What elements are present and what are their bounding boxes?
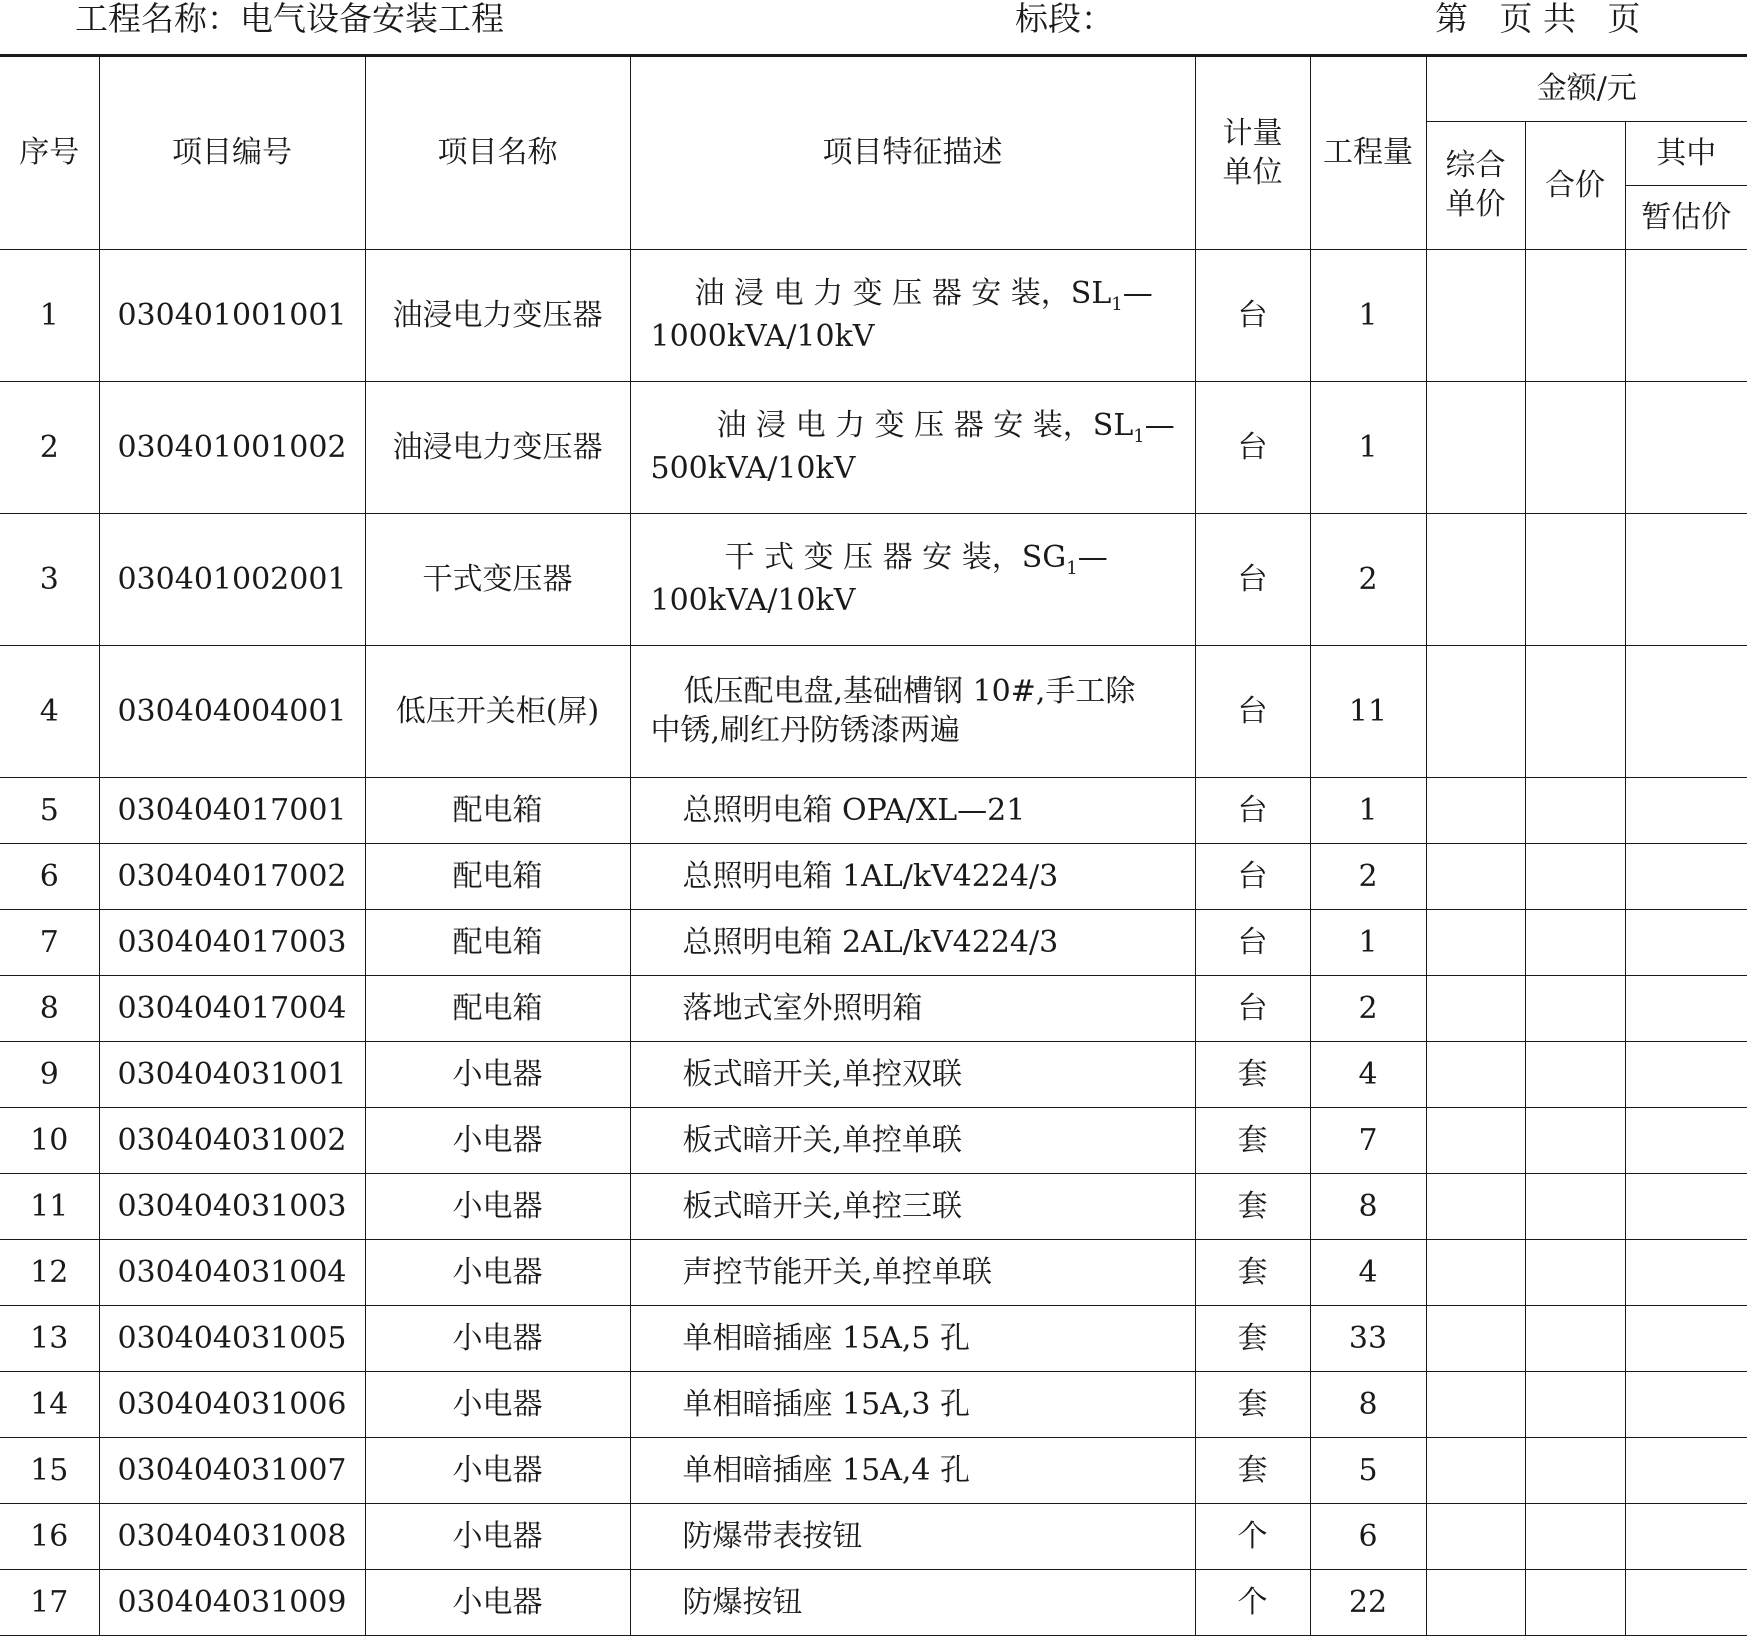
cell-seq: 8 (0, 975, 99, 1041)
cell-desc-line1 (651, 538, 1177, 580)
cell-total (1525, 1371, 1625, 1437)
cell-seq: 16 (0, 1503, 99, 1569)
cell-qty: 8 (1310, 1371, 1426, 1437)
cell-desc (630, 381, 1195, 513)
cell-name: 小电器 (365, 1437, 630, 1503)
cell-qty: 5 (1310, 1437, 1426, 1503)
cell-unit: 台 (1195, 777, 1310, 843)
col-header-code: 项目编号 (99, 57, 365, 249)
cell-unit: 台 (1195, 513, 1310, 645)
cell-desc: 总照明电箱 OPA/XL—21 (630, 777, 1195, 843)
cell-name: 油浸电力变压器 (365, 381, 630, 513)
col-header-desc: 项目特征描述 (630, 57, 1195, 249)
table-row (0, 1107, 1747, 1173)
cell-unit-price (1426, 909, 1525, 975)
cell-total (1525, 513, 1625, 645)
cell-unit: 套 (1195, 1173, 1310, 1239)
cell-total (1525, 249, 1625, 381)
cell-desc (630, 249, 1195, 381)
cell-total (1525, 777, 1625, 843)
cell-seq: 6 (0, 843, 99, 909)
cell-unit: 套 (1195, 1107, 1310, 1173)
cell-code: 030404031006 (99, 1371, 365, 1437)
cell-code: 030404031009 (99, 1569, 365, 1635)
table-row (0, 1503, 1747, 1569)
cell-seq: 1 (0, 249, 99, 381)
cell-unit-price (1426, 843, 1525, 909)
cell-desc-line2: 500kVA/10kV (650, 450, 856, 486)
cell-provisional (1625, 249, 1747, 381)
cell-desc: 板式暗开关,单控单联 (630, 1107, 1195, 1173)
desc-dash: — (1144, 408, 1175, 444)
cell-desc: 单相暗插座 15A,3 孔 (630, 1371, 1195, 1437)
cell-qty: 1 (1310, 909, 1426, 975)
cell-unit: 套 (1195, 1305, 1310, 1371)
cell-desc-line2: 1000kVA/10kV (650, 318, 875, 354)
cell-seq: 13 (0, 1305, 99, 1371)
table-row (0, 381, 1747, 513)
cell-name: 配电箱 (365, 843, 630, 909)
cell-code: 030401001002 (99, 381, 365, 513)
cell-name: 小电器 (365, 1107, 630, 1173)
col-header-qty: 工程量 (1310, 57, 1426, 249)
cell-desc: 板式暗开关,单控双联 (630, 1041, 1195, 1107)
cell-unit-price (1426, 1041, 1525, 1107)
cell-desc: 落地式室外照明箱 (630, 975, 1195, 1041)
cell-desc-line1 (651, 406, 1177, 448)
cell-provisional (1625, 909, 1747, 975)
cell-unit-price (1426, 1437, 1525, 1503)
cell-qty: 7 (1310, 1107, 1426, 1173)
cell-unit: 台 (1195, 909, 1310, 975)
cell-seq: 12 (0, 1239, 99, 1305)
cell-code: 030404031001 (99, 1041, 365, 1107)
cell-desc: 防爆带表按钮 (630, 1503, 1195, 1569)
cell-total (1525, 645, 1625, 777)
cell-qty: 11 (1310, 645, 1426, 777)
cell-unit: 台 (1195, 975, 1310, 1041)
cell-name: 低压开关柜(屏) (365, 645, 630, 777)
table-row (0, 1371, 1747, 1437)
cell-qty: 22 (1310, 1569, 1426, 1635)
cell-total (1525, 1107, 1625, 1173)
table-row (0, 513, 1747, 645)
cell-code: 030401001001 (99, 249, 365, 381)
cell-desc (630, 513, 1195, 645)
cell-provisional (1625, 1305, 1747, 1371)
cell-name: 干式变压器 (365, 513, 630, 645)
cell-desc-line1: 低压配电盘,基础槽钢 10#,手工除 (683, 674, 1136, 709)
cell-total (1525, 1239, 1625, 1305)
cell-name: 小电器 (365, 1173, 630, 1239)
cell-seq: 5 (0, 777, 99, 843)
cell-provisional (1625, 381, 1747, 513)
cell-unit-price (1426, 777, 1525, 843)
cell-code: 030404031003 (99, 1173, 365, 1239)
cell-qty: 4 (1310, 1239, 1426, 1305)
desc-subscript: 1 (1111, 294, 1123, 316)
cell-desc: 板式暗开关,单控三联 (630, 1173, 1195, 1239)
cell-unit: 台 (1195, 843, 1310, 909)
cell-name: 配电箱 (365, 777, 630, 843)
cell-provisional (1625, 1107, 1747, 1173)
cell-total (1525, 1569, 1625, 1635)
cell-seq: 15 (0, 1437, 99, 1503)
cell-name: 配电箱 (365, 975, 630, 1041)
cell-qty: 2 (1310, 975, 1426, 1041)
cell-code: 030401002001 (99, 513, 365, 645)
table-row (0, 249, 1747, 381)
col-header-of-which: 其中 (1625, 121, 1747, 185)
cell-unit: 个 (1195, 1569, 1310, 1635)
cell-total (1525, 1041, 1625, 1107)
cell-desc: 总照明电箱 1AL/kV4224/3 (630, 843, 1195, 909)
cell-qty: 8 (1310, 1173, 1426, 1239)
cell-unit-price (1426, 1569, 1525, 1635)
cell-provisional (1625, 1173, 1747, 1239)
desc-dash: — (1077, 540, 1108, 576)
cell-code: 030404017003 (99, 909, 365, 975)
col-header-amount: 金额/元 (1426, 57, 1747, 121)
cell-code: 030404017004 (99, 975, 365, 1041)
cell-code: 030404004001 (99, 645, 365, 777)
desc-subscript: 1 (1133, 426, 1145, 448)
cell-unit-price (1426, 975, 1525, 1041)
cell-seq: 17 (0, 1569, 99, 1635)
cell-total (1525, 975, 1625, 1041)
table-row (0, 777, 1747, 843)
cell-unit-price (1426, 645, 1525, 777)
col-header-unit (1195, 57, 1310, 249)
cell-provisional (1625, 777, 1747, 843)
cell-seq: 10 (0, 1107, 99, 1173)
table-row (0, 909, 1747, 975)
cell-name: 小电器 (365, 1371, 630, 1437)
cell-unit: 台 (1195, 645, 1310, 777)
desc-text: 油 浸 电 力 变 压 器 安 装，SL (716, 408, 1134, 444)
cell-code: 030404031002 (99, 1107, 365, 1173)
col-header-unit-text: 计量单位 (1222, 115, 1283, 190)
table-row (0, 843, 1747, 909)
cell-seq: 14 (0, 1371, 99, 1437)
cell-name: 小电器 (365, 1305, 630, 1371)
cell-unit-price (1426, 1239, 1525, 1305)
cell-unit-price (1426, 1107, 1525, 1173)
cell-total (1525, 909, 1625, 975)
cell-code: 030404031007 (99, 1437, 365, 1503)
table-row (0, 1041, 1747, 1107)
table-row (0, 645, 1747, 777)
cell-unit-price (1426, 249, 1525, 381)
cell-provisional (1625, 843, 1747, 909)
cell-unit: 套 (1195, 1371, 1310, 1437)
table-row (0, 1305, 1747, 1371)
table-row (0, 1239, 1747, 1305)
cell-unit: 套 (1195, 1437, 1310, 1503)
desc-dash: — (1122, 276, 1153, 312)
cell-provisional (1625, 1239, 1747, 1305)
cell-desc: 声控节能开关,单控单联 (630, 1239, 1195, 1305)
cell-unit-price (1426, 1305, 1525, 1371)
cell-desc-line2: 中锈,刷红丹防锈漆两遍 (650, 713, 961, 748)
cell-code: 030404031005 (99, 1305, 365, 1371)
section-label: 标段： (1015, 0, 1114, 38)
cell-qty: 2 (1310, 513, 1426, 645)
cell-provisional (1625, 513, 1747, 645)
cell-qty: 4 (1310, 1041, 1426, 1107)
cell-provisional (1625, 1437, 1747, 1503)
cell-unit: 台 (1195, 381, 1310, 513)
cell-unit: 套 (1195, 1041, 1310, 1107)
col-header-seq: 序号 (0, 57, 99, 249)
page-info: 第 页 共 页 (1435, 0, 1641, 38)
desc-subscript: 1 (1066, 558, 1078, 580)
col-header-provisional: 暂估价 (1625, 185, 1747, 249)
cell-seq: 3 (0, 513, 99, 645)
project-name: 工程名称：电气设备安装工程 (75, 0, 504, 38)
cell-provisional (1625, 1371, 1747, 1437)
cell-qty: 33 (1310, 1305, 1426, 1371)
col-header-name: 项目名称 (365, 57, 630, 249)
cell-name: 配电箱 (365, 909, 630, 975)
cell-name: 小电器 (365, 1041, 630, 1107)
cell-qty: 1 (1310, 381, 1426, 513)
cell-unit-price (1426, 1173, 1525, 1239)
cell-code: 030404031008 (99, 1503, 365, 1569)
cell-unit-price (1426, 1503, 1525, 1569)
cell-provisional (1625, 1569, 1747, 1635)
col-header-unit-price (1426, 121, 1525, 249)
cell-desc: 防爆按钮 (630, 1569, 1195, 1635)
table-row (0, 1569, 1747, 1635)
cell-name: 小电器 (365, 1239, 630, 1305)
cell-unit-price (1426, 513, 1525, 645)
cell-unit: 个 (1195, 1503, 1310, 1569)
cell-total (1525, 1305, 1625, 1371)
cell-desc-line1 (651, 274, 1177, 316)
cell-name: 小电器 (365, 1569, 630, 1635)
cell-seq: 2 (0, 381, 99, 513)
cell-seq: 11 (0, 1173, 99, 1239)
cell-name: 油浸电力变压器 (365, 249, 630, 381)
desc-text: 油 浸 电 力 变 压 器 安 装，SL (694, 276, 1112, 312)
cell-total (1525, 1437, 1625, 1503)
cell-provisional (1625, 645, 1747, 777)
page-header (0, 0, 1747, 50)
cell-name: 小电器 (365, 1503, 630, 1569)
bill-of-quantities-table (0, 57, 1747, 1636)
table-row (0, 975, 1747, 1041)
cell-unit-price (1426, 381, 1525, 513)
cell-desc (630, 645, 1195, 777)
cell-qty: 1 (1310, 249, 1426, 381)
col-header-unit-price-text: 综合单价 (1445, 148, 1506, 222)
cell-qty: 1 (1310, 777, 1426, 843)
cell-unit: 台 (1195, 249, 1310, 381)
cell-code: 030404017001 (99, 777, 365, 843)
cell-total (1525, 843, 1625, 909)
cell-unit-price (1426, 1371, 1525, 1437)
cell-code: 030404017002 (99, 843, 365, 909)
cell-desc: 单相暗插座 15A,5 孔 (630, 1305, 1195, 1371)
cell-unit: 套 (1195, 1239, 1310, 1305)
cell-code: 030404031004 (99, 1239, 365, 1305)
cell-qty: 6 (1310, 1503, 1426, 1569)
cell-provisional (1625, 1041, 1747, 1107)
cell-provisional (1625, 975, 1747, 1041)
cell-seq: 9 (0, 1041, 99, 1107)
table-row (0, 1173, 1747, 1239)
cell-provisional (1625, 1503, 1747, 1569)
cell-seq: 4 (0, 645, 99, 777)
cell-total (1525, 1173, 1625, 1239)
cell-qty: 2 (1310, 843, 1426, 909)
cell-desc: 总照明电箱 2AL/kV4224/3 (630, 909, 1195, 975)
cell-total (1525, 381, 1625, 513)
cell-seq: 7 (0, 909, 99, 975)
cell-desc-line2: 100kVA/10kV (650, 582, 856, 618)
col-header-total: 合价 (1525, 121, 1625, 249)
table-row (0, 1437, 1747, 1503)
desc-text: 干 式 变 压 器 安 装，SG (724, 540, 1067, 576)
cell-desc: 单相暗插座 15A,4 孔 (630, 1437, 1195, 1503)
cell-total (1525, 1503, 1625, 1569)
